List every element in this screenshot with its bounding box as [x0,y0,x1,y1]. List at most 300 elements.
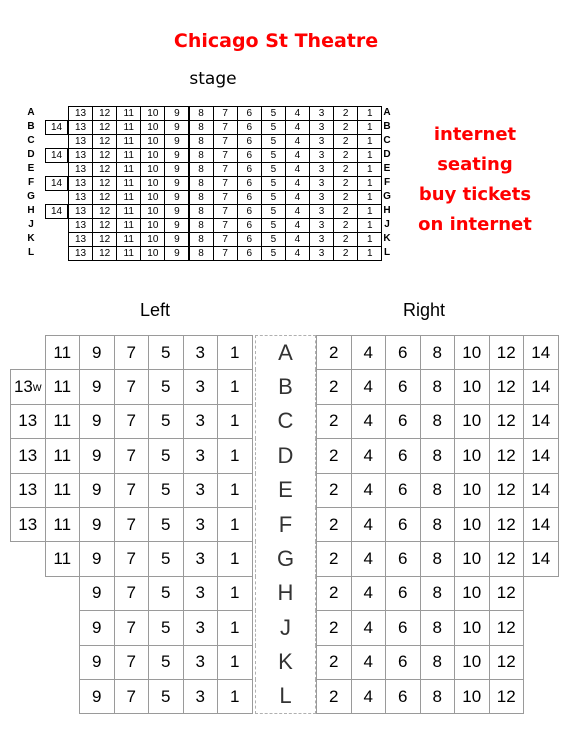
seat[interactable]: 12 [489,610,525,645]
seat[interactable]: 6 [385,335,421,370]
seat[interactable]: 12 [489,369,525,404]
seat[interactable]: 6 [237,134,262,149]
seat[interactable]: 12 [92,148,117,163]
seat[interactable]: 13 [68,134,93,149]
seat[interactable]: 10 [454,369,490,404]
seat[interactable]: 2 [316,369,352,404]
seat[interactable]: 10 [454,507,490,542]
seat[interactable]: 4 [351,679,387,714]
seat[interactable]: 10 [140,176,165,191]
seat[interactable]: 14 [523,369,559,404]
seat[interactable]: 4 [285,246,310,261]
seat[interactable]: 11 [116,148,141,163]
seat[interactable] [79,679,115,714]
seat[interactable]: 3 [309,190,334,205]
seat[interactable]: 2 [316,645,352,680]
seat[interactable]: 9 [164,190,189,205]
seat[interactable]: 2 [316,473,352,508]
seat[interactable] [148,404,184,439]
seat[interactable] [148,473,184,508]
seat[interactable] [114,438,150,473]
seat[interactable]: 10 [140,246,165,261]
seat[interactable]: 12 [489,576,525,611]
seat[interactable] [217,679,253,714]
seat[interactable]: 10 [454,541,490,576]
seat[interactable]: 7 [213,148,238,163]
seat[interactable] [10,507,46,542]
seat[interactable]: 7 [213,204,238,219]
seat[interactable]: 10 [454,576,490,611]
seat[interactable] [10,473,46,508]
seat[interactable]: 6 [385,541,421,576]
seat[interactable]: 6 [237,176,262,191]
seat[interactable] [79,610,115,645]
seat[interactable]: 6 [237,232,262,247]
seat[interactable] [45,507,81,542]
seat[interactable]: 2 [316,438,352,473]
seat[interactable] [217,507,253,542]
right-section-label: Right [402,300,446,320]
seat[interactable]: 6 [385,507,421,542]
seat[interactable] [217,369,253,404]
seat[interactable]: 13 [68,190,93,205]
seat[interactable]: 14 [523,404,559,439]
seat[interactable]: 2 [316,576,352,611]
seat[interactable]: 6 [237,246,262,261]
seat[interactable]: 3 [309,218,334,233]
seat[interactable]: 12 [489,335,525,370]
seat[interactable]: 5 [261,218,286,233]
seat[interactable] [183,438,219,473]
seat[interactable]: 7 [213,176,238,191]
seat[interactable]: 1 [357,134,382,149]
seat[interactable]: 3 [309,204,334,219]
seat[interactable] [217,404,253,439]
seat[interactable]: 11 [116,176,141,191]
seat[interactable]: 2 [333,176,358,191]
seat[interactable] [183,576,219,611]
seat[interactable] [45,404,81,439]
seat[interactable]: 1 [357,162,382,177]
seat[interactable]: 6 [385,610,421,645]
seat[interactable]: 8 [189,120,214,135]
seat[interactable]: 4 [351,438,387,473]
seat[interactable]: 14 [45,176,68,191]
seat[interactable]: 4 [285,134,310,149]
seat[interactable]: 2 [333,134,358,149]
seat[interactable]: 8 [189,134,214,149]
seat[interactable] [114,541,150,576]
seat[interactable]: 4 [285,162,310,177]
seat[interactable]: 9 [164,134,189,149]
seat[interactable]: 4 [285,232,310,247]
seat[interactable]: 12 [489,404,525,439]
seat[interactable]: 3 [309,162,334,177]
seat[interactable]: 4 [351,369,387,404]
seat[interactable]: 4 [285,148,310,163]
seat[interactable] [10,369,46,404]
seat[interactable]: 10 [140,148,165,163]
seat[interactable]: 4 [351,473,387,508]
seat[interactable]: 5 [261,134,286,149]
seat[interactable]: 5 [261,176,286,191]
seat[interactable]: 12 [489,438,525,473]
seat[interactable]: 1 [357,246,382,261]
seat[interactable] [217,335,253,370]
seat[interactable] [148,438,184,473]
seat[interactable] [45,369,81,404]
seat[interactable]: 12 [92,162,117,177]
seat[interactable]: 2 [316,335,352,370]
seat[interactable]: 10 [140,120,165,135]
seat[interactable]: 4 [351,645,387,680]
seat[interactable] [79,335,115,370]
seat[interactable]: 7 [213,232,238,247]
seat[interactable]: 7 [213,162,238,177]
seat[interactable]: 12 [92,176,117,191]
seat[interactable]: 14 [523,507,559,542]
seat[interactable] [183,610,219,645]
seat[interactable] [114,679,150,714]
seat[interactable]: 11 [116,162,141,177]
seat[interactable]: 5 [261,204,286,219]
seat[interactable]: 9 [164,176,189,191]
seat[interactable]: 10 [454,679,490,714]
seat[interactable]: 7 [213,120,238,135]
seat[interactable]: 3 [309,148,334,163]
seat[interactable]: 2 [316,679,352,714]
seat[interactable]: 11 [116,190,141,205]
seat[interactable]: 2 [316,507,352,542]
seat[interactable]: 10 [140,106,165,121]
seat[interactable]: 1 [357,120,382,135]
seat[interactable]: 5 [261,246,286,261]
seat[interactable]: 4 [285,204,310,219]
seat[interactable]: 11 [116,232,141,247]
seat[interactable]: 5 [261,148,286,163]
seat[interactable]: 8 [189,246,214,261]
seat[interactable]: 13 [68,176,93,191]
seat[interactable] [114,507,150,542]
seat[interactable]: 14 [45,120,68,135]
seat[interactable]: 10 [140,232,165,247]
seat[interactable]: 12 [92,120,117,135]
seat[interactable]: 13 [68,204,93,219]
seat[interactable]: 10 [454,335,490,370]
seat[interactable]: 12 [92,204,117,219]
seat[interactable]: 13 [68,162,93,177]
seat[interactable]: 1 [357,176,382,191]
seat[interactable]: 11 [116,218,141,233]
seat[interactable]: 8 [420,369,456,404]
seat[interactable] [79,541,115,576]
seat[interactable] [183,369,219,404]
seat[interactable]: 10 [140,190,165,205]
seat[interactable]: 8 [420,507,456,542]
seat[interactable]: 3 [309,232,334,247]
seat[interactable]: 9 [164,246,189,261]
seat[interactable]: 8 [420,473,456,508]
seat[interactable]: 14 [523,541,559,576]
seat-number: 9 [92,617,102,637]
seat[interactable]: 1 [357,190,382,205]
seat[interactable] [183,335,219,370]
seat-number: 5 [161,480,171,500]
seat[interactable]: 14 [523,438,559,473]
seat[interactable]: 4 [285,190,310,205]
seat[interactable]: 5 [261,120,286,135]
seat[interactable]: 13 [68,218,93,233]
seat[interactable]: 1 [357,148,382,163]
seat[interactable]: 4 [285,106,310,121]
seat[interactable] [114,335,150,370]
seat[interactable]: 10 [454,473,490,508]
seat[interactable]: 10 [140,134,165,149]
seat[interactable]: 11 [116,106,141,121]
seat[interactable]: 2 [333,232,358,247]
seat[interactable]: 14 [523,473,559,508]
seat[interactable]: 6 [385,645,421,680]
seat[interactable]: 4 [285,176,310,191]
seat[interactable]: 8 [189,148,214,163]
seat[interactable] [79,576,115,611]
seat[interactable]: 5 [261,106,286,121]
seat[interactable]: 7 [213,134,238,149]
seat[interactable] [148,507,184,542]
seat-number: 11 [53,342,72,362]
seat-number: 5 [161,686,171,706]
row-label: E [27,163,35,174]
seat[interactable]: 8 [420,576,456,611]
seat[interactable] [79,473,115,508]
seat[interactable] [148,541,184,576]
seat[interactable]: 4 [351,576,387,611]
seat[interactable]: 3 [309,120,334,135]
seat[interactable]: 10 [140,204,165,219]
seat[interactable]: 9 [164,232,189,247]
seat[interactable]: 7 [213,246,238,261]
seat[interactable]: 3 [309,246,334,261]
seat[interactable]: 2 [333,190,358,205]
seat[interactable]: 12 [92,106,117,121]
seat[interactable]: 8 [189,176,214,191]
seat[interactable]: 2 [333,246,358,261]
seat[interactable]: 6 [237,120,262,135]
seat[interactable]: 2 [333,120,358,135]
seat[interactable]: 6 [237,204,262,219]
seat[interactable]: 6 [237,162,262,177]
seat[interactable]: 3 [309,106,334,121]
seat[interactable]: 9 [164,148,189,163]
seat[interactable] [79,404,115,439]
seat[interactable]: 7 [213,106,238,121]
seat[interactable]: 12 [489,679,525,714]
seat[interactable] [114,645,150,680]
seat[interactable] [183,473,219,508]
seat[interactable]: 4 [285,120,310,135]
seat[interactable]: 5 [261,162,286,177]
seat[interactable]: 12 [489,473,525,508]
seat[interactable]: 12 [489,541,525,576]
seat[interactable]: 12 [92,232,117,247]
seat[interactable]: 11 [116,246,141,261]
seat[interactable]: 1 [357,218,382,233]
seat[interactable]: 7 [213,190,238,205]
seat[interactable] [79,645,115,680]
seat[interactable]: 8 [420,679,456,714]
seat[interactable] [217,541,253,576]
row-label: A [255,335,316,370]
seat[interactable]: 2 [333,204,358,219]
seat[interactable]: 10 [454,438,490,473]
seat[interactable]: 8 [420,335,456,370]
seat[interactable]: 2 [333,148,358,163]
seat[interactable] [148,610,184,645]
seat[interactable] [217,576,253,611]
seat[interactable]: 10 [454,610,490,645]
seat[interactable]: 8 [420,610,456,645]
seat[interactable] [183,404,219,439]
seat[interactable] [183,507,219,542]
seat[interactable]: 8 [420,438,456,473]
seat[interactable]: 4 [351,507,387,542]
seat[interactable]: 13 [68,106,93,121]
seat[interactable]: 8 [189,218,214,233]
row-label: H [27,205,35,216]
seat[interactable]: 8 [189,190,214,205]
seat[interactable]: 6 [385,438,421,473]
seat[interactable]: 13 [68,232,93,247]
seat[interactable] [79,369,115,404]
seat[interactable] [148,335,184,370]
seat[interactable]: 9 [164,162,189,177]
seat[interactable] [217,610,253,645]
seat[interactable] [10,438,46,473]
row-label: D [383,149,391,160]
seat[interactable]: 6 [385,576,421,611]
seat[interactable]: 3 [309,134,334,149]
seat[interactable]: 11 [116,134,141,149]
seat[interactable]: 8 [189,106,214,121]
seat[interactable] [79,507,115,542]
seat[interactable] [217,645,253,680]
seat[interactable] [45,335,81,370]
seat[interactable] [79,438,115,473]
seat[interactable]: 9 [164,204,189,219]
seat[interactable]: 13 [68,246,93,261]
seat[interactable]: 2 [333,218,358,233]
seat[interactable]: 6 [385,473,421,508]
seat[interactable]: 10 [140,218,165,233]
seat[interactable]: 5 [261,190,286,205]
seat[interactable]: 6 [237,106,262,121]
seat-number: 9 [92,411,102,431]
seat[interactable] [183,541,219,576]
seat[interactable] [114,404,150,439]
seat[interactable]: 12 [92,246,117,261]
seat[interactable]: 12 [92,218,117,233]
seat[interactable]: 8 [420,645,456,680]
seat[interactable] [10,404,46,439]
seat[interactable]: 2 [316,610,352,645]
seat[interactable] [183,679,219,714]
seat[interactable] [148,645,184,680]
seat[interactable]: 4 [351,541,387,576]
seat[interactable]: 9 [164,120,189,135]
seat[interactable]: 8 [189,162,214,177]
seat[interactable] [45,473,81,508]
seat-number: 3 [195,617,205,637]
seat[interactable]: 7 [213,218,238,233]
seat[interactable]: 1 [357,106,382,121]
seat[interactable]: 4 [285,218,310,233]
seat[interactable]: 14 [45,204,68,219]
seat[interactable]: 2 [333,162,358,177]
seat[interactable]: 11 [116,120,141,135]
seat[interactable]: 6 [237,148,262,163]
seat[interactable]: 2 [333,106,358,121]
seat-number: 5 [161,549,171,569]
seat[interactable] [148,576,184,611]
seat[interactable] [45,438,81,473]
seat[interactable]: 1 [357,204,382,219]
seat[interactable] [148,679,184,714]
seat[interactable]: 11 [116,204,141,219]
seat[interactable]: 10 [454,645,490,680]
seat[interactable]: 9 [164,106,189,121]
seat[interactable] [114,610,150,645]
seat[interactable] [114,369,150,404]
seat[interactable]: 4 [351,610,387,645]
seat[interactable] [114,473,150,508]
seat[interactable] [217,438,253,473]
seat[interactable]: 14 [523,335,559,370]
seat[interactable]: 8 [189,204,214,219]
seat[interactable]: 2 [316,541,352,576]
seat[interactable]: 6 [385,369,421,404]
seat[interactable]: 6 [237,218,262,233]
seat[interactable]: 10 [140,162,165,177]
seat[interactable]: 8 [420,404,456,439]
seat[interactable]: 6 [385,404,421,439]
seat[interactable]: 6 [237,190,262,205]
seat[interactable]: 12 [489,507,525,542]
seat[interactable]: 4 [351,335,387,370]
seat[interactable]: 12 [489,645,525,680]
seat[interactable]: 5 [261,232,286,247]
seat[interactable]: 4 [351,404,387,439]
seat[interactable]: 8 [420,541,456,576]
seat[interactable]: 12 [92,134,117,149]
seat[interactable] [217,473,253,508]
seat[interactable] [45,541,81,576]
seat[interactable]: 3 [309,176,334,191]
seat[interactable] [114,576,150,611]
seat[interactable]: 9 [164,218,189,233]
seat[interactable]: 8 [189,232,214,247]
seat[interactable]: 12 [92,190,117,205]
seat[interactable] [183,645,219,680]
seat[interactable]: 10 [454,404,490,439]
seat[interactable]: 13 [68,120,93,135]
seat[interactable]: 2 [316,404,352,439]
seat[interactable] [148,369,184,404]
row-label: D [255,438,316,473]
seat[interactable]: 14 [45,148,68,163]
seat[interactable]: 1 [357,232,382,247]
seat[interactable]: 6 [385,679,421,714]
seat[interactable]: 13 [68,148,93,163]
